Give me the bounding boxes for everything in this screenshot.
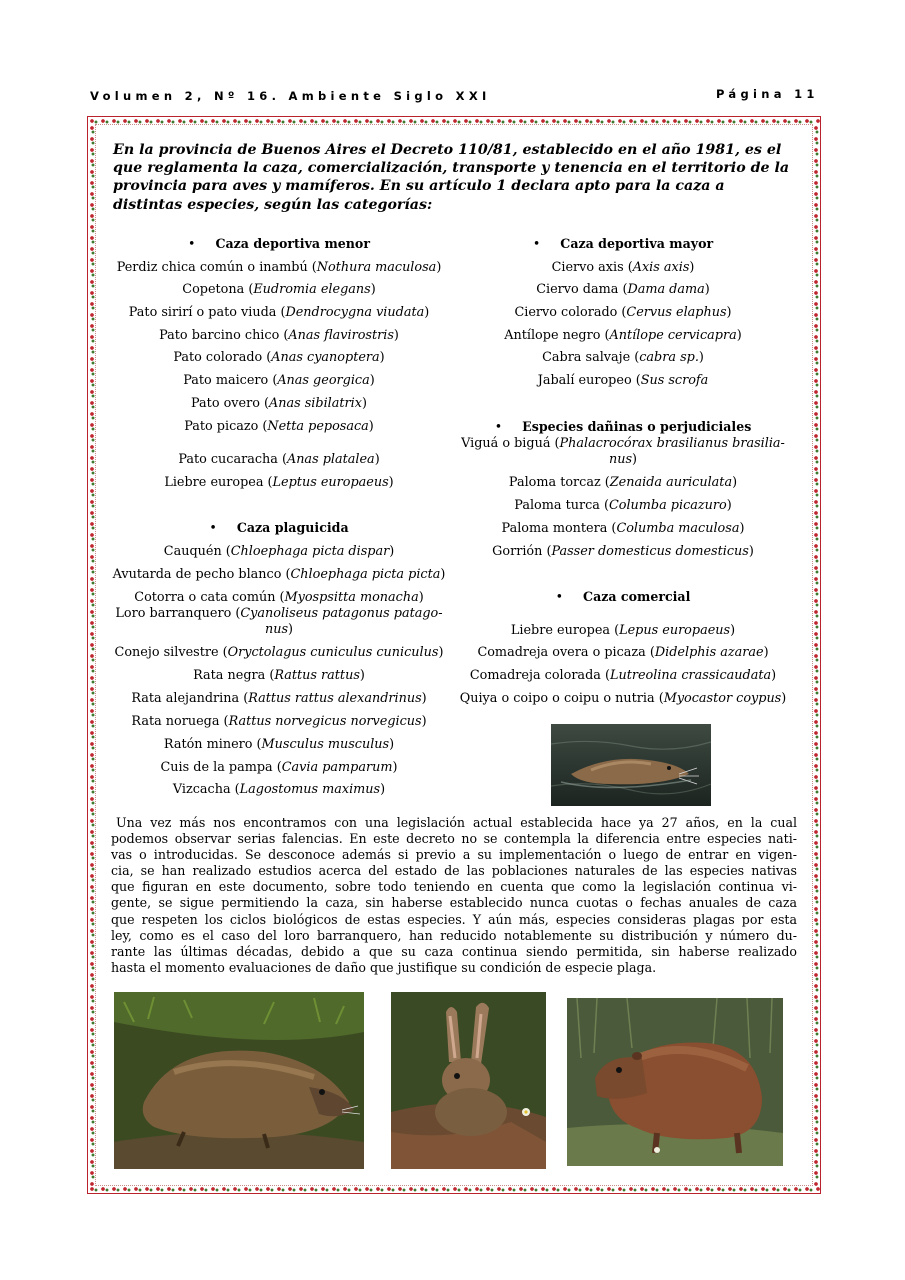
list-item: Quiya o coipo o coipu o nutria (Myocastor coypus) — [459, 691, 787, 706]
bullet-icon: • — [209, 520, 217, 535]
nutria-swimming-photo — [551, 724, 711, 806]
paragraph-line: que respeten los ciclos biológicos de estas especies. Y aún más, especies consideras plagas por esta — [111, 911, 797, 927]
heading-caza-deportiva-mayor: • Caza deportiva mayor — [532, 236, 714, 251]
list-item: Ciervo colorado (Cervus elaphus) — [514, 305, 732, 320]
list-item: Rata noruega (Rattus norvegicus norvegicus) — [131, 714, 427, 729]
list-item: Paloma torcaz (Zenaida auriculata) — [508, 475, 738, 490]
list-item: Jabalí europeo (Sus scrofa — [537, 373, 709, 388]
paragraph-line: vas o introducidas. Se desconoce además si previo a su implementación o luego de entrar en vigen- — [111, 847, 797, 863]
rabbit-photo — [391, 992, 546, 1169]
list-item: Pato overo (Anas sibilatrix) — [191, 396, 367, 411]
list-item: Pato colorado (Anas cyanoptera) — [173, 350, 385, 365]
list-item: Pato picazo (Netta peposaca) — [184, 419, 374, 434]
list-item: Cuis de la pampa (Cavia pamparum) — [160, 760, 398, 775]
paragraph-line: que figuran en este documento, sobre todo teniendo en cuenta que como la legislación continua vi- — [111, 879, 797, 895]
list-item: Cotorra o cata común (Myospsitta monacha) — [134, 590, 424, 605]
bullet-icon: • — [555, 589, 564, 604]
list-item: Pato sirirí o pato viuda (Dendrocygna viudata) — [128, 305, 430, 320]
heading-especies-daninas: • Especies dañinas o perjudiciales — [494, 419, 752, 434]
list-item: Cabra salvaje (cabra sp.) — [542, 350, 704, 365]
list-item: Conejo silvestre (Oryctolagus cuniculus cuniculus) — [114, 645, 444, 660]
heading-caza-deportiva-menor: • Caza deportiva menor — [188, 236, 370, 251]
bullet-icon: • — [494, 419, 503, 434]
list-item: Ratón minero (Musculus musculus) — [163, 737, 395, 752]
list-item: Cauquén (Chloephaga picta dispar) — [163, 544, 395, 559]
list-item: Liebre europea (Lepus europaeus) — [510, 623, 736, 638]
paragraph-line: Una vez más nos encontramos con una legislación actual establecida hace ya 27 años, en la cual — [116, 815, 797, 830]
paragraph-line: cia, se han realizado estudios acerca del estado de las poblaciones naturales de las especies nativas — [111, 863, 797, 879]
running-header-left: Volumen 2, Nº 16. Ambiente Siglo XXI — [90, 89, 491, 103]
heading-caza-plaguicida: • Caza plaguicida — [209, 520, 349, 535]
body-paragraph — [111, 815, 797, 976]
heading-caza-comercial: • Caza comercial — [555, 589, 691, 604]
paragraph-line: hasta el momento evaluaciones de daño que justifique su condición de especie plaga. — [111, 959, 657, 975]
list-item: Vizcacha (Lagostomus maximus) — [172, 782, 386, 797]
list-item: Avutarda de pecho blanco (Chloephaga picta picta) — [112, 567, 446, 582]
list-item: Paloma montera (Columba maculosa) — [501, 521, 745, 536]
capybara-photo — [567, 998, 783, 1166]
list-item: Ciervo axis (Axis axis) — [551, 260, 695, 275]
list-item: Gorrión (Passer domesticus domesticus) — [492, 544, 754, 559]
page-number: Página 11 — [716, 87, 819, 101]
list-item: Comadreja overa o picaza (Didelphis azarae) — [477, 645, 769, 660]
list-item: Loro barranquero (Cyanoliseus patagonus patago-nus) — [115, 606, 443, 637]
list-item: Pato barcino chico (Anas flavirostris) — [159, 328, 399, 343]
paragraph-line: rante las últimas décadas, debido a que su caza continua siendo permitida, sin haberse realizado — [111, 943, 797, 959]
paragraph-line: ley, como es el caso del loro barranquero, han reducido notablemente su distribución y número du- — [111, 927, 797, 943]
nutria-photo — [114, 992, 364, 1169]
bullet-icon: • — [188, 236, 196, 251]
list-item: Copetona (Eudromia elegans) — [182, 282, 376, 297]
paragraph-line: gente, se sigue permitiendo la caza, sin haberse establecido nunca cuotas o fechas anuales de caza — [111, 895, 797, 911]
list-item: Ciervo dama (Dama dama) — [536, 282, 710, 297]
list-item: Pato cucaracha (Anas platalea) — [178, 452, 380, 467]
list-item: Rata alejandrina (Rattus rattus alexandrinus) — [131, 691, 427, 706]
list-item: Antílope negro (Antílope cervicapra) — [504, 328, 742, 343]
intro-paragraph: En la provincia de Buenos Aires el Decreto 110/81, establecido en el año 1981, es el que reglamenta la caza, comercialización, transporte y tenencia en el territorio de la provincia para aves y mamíferos. En su artículo 1 declara apto para la caza a distintas especies, según las categorías: — [113, 142, 790, 213]
list-item: Comadreja colorada (Lutreolina crassicaudata) — [469, 668, 777, 683]
list-item: Rata negra (Rattus rattus) — [193, 668, 365, 683]
list-item: Perdiz chica común o inambú (Nothura maculosa) — [116, 260, 442, 275]
list-item: Pato maicero (Anas georgica) — [183, 373, 375, 388]
list-item: Paloma turca (Columba picazuro) — [514, 498, 732, 513]
list-item: Viguá o biguá (Phalacrocórax brasilianus brasilia-nus) — [461, 436, 785, 467]
bullet-icon: • — [532, 236, 541, 251]
paragraph-line: podemos observar serias falencias. En este decreto no se contempla la diferencia entre especies nati- — [111, 831, 797, 847]
list-item: Liebre europea (Leptus europaeus) — [164, 475, 394, 490]
